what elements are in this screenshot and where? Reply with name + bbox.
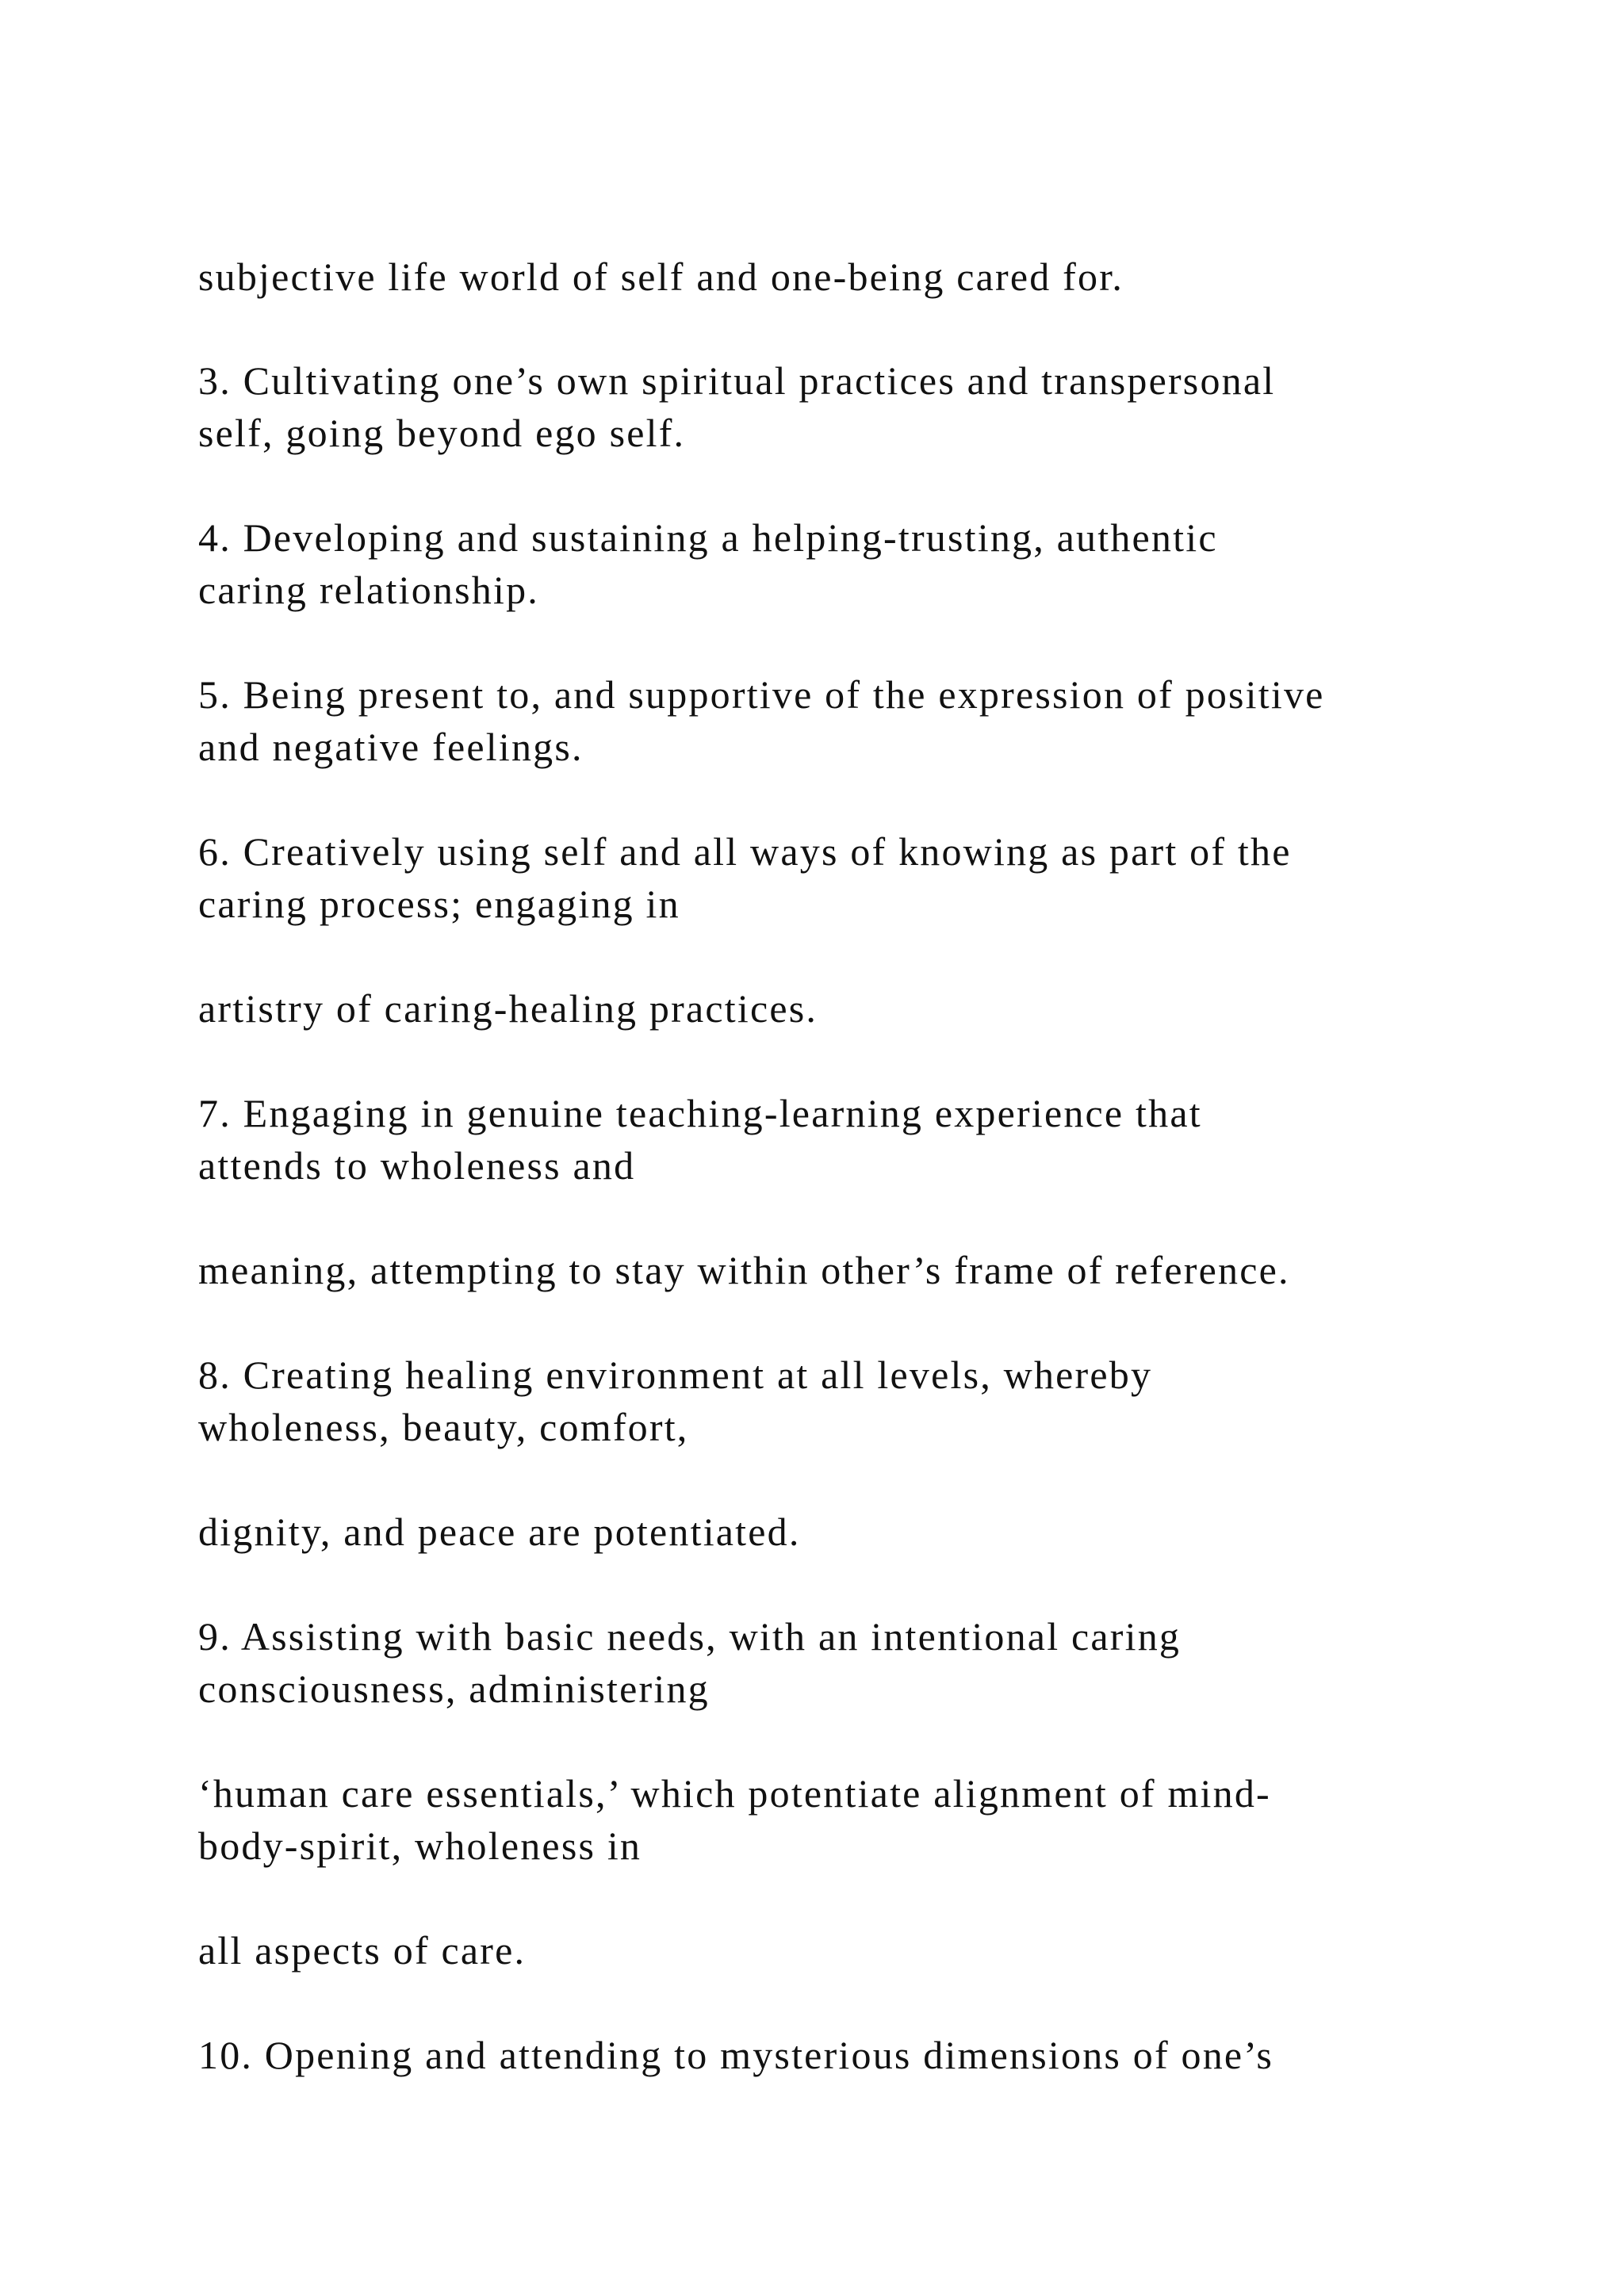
text-line: attends to wholeness and	[198, 1143, 636, 1188]
text-line: 9. Assisting with basic needs, with an intentional caring	[198, 1614, 1182, 1659]
text-line: all aspects of care.	[198, 1928, 527, 1973]
paragraph-item-9	[198, 1610, 1507, 1715]
text-line: caring process; engaging in	[198, 882, 680, 926]
text-line: meaning, attempting to stay within other’s frame of reference.	[198, 1248, 1290, 1292]
paragraph-all-aspects	[198, 1924, 1507, 1976]
text-line: dignity, and peace are potentiated.	[198, 1510, 801, 1554]
paragraph-item-10	[198, 2029, 1507, 2081]
paragraph-item-5	[198, 668, 1507, 773]
text-line: consciousness, administering	[198, 1667, 710, 1711]
text-line: caring relationship.	[198, 568, 539, 612]
text-line: and negative feelings.	[198, 725, 584, 769]
paragraph-dignity	[198, 1506, 1507, 1558]
paragraph-subjective-life-world	[198, 251, 1507, 303]
text-line: body-spirit, wholeness in	[198, 1823, 642, 1868]
paragraph-item-7	[198, 1087, 1507, 1192]
paragraph-item-3	[198, 354, 1507, 459]
paragraph-item-6	[198, 825, 1507, 930]
text-line: 8. Creating healing environment at all levels, whereby	[198, 1353, 1153, 1397]
paragraph-artistry	[198, 982, 1507, 1035]
text-line: 5. Being present to, and supportive of the expression of positive	[198, 672, 1325, 717]
text-line: 6. Creatively using self and all ways of knowing as part of the	[198, 829, 1292, 874]
text-line: 10. Opening and attending to mysterious dimensions of one’s	[198, 2033, 1274, 2077]
text-line: self, going beyond ego self.	[198, 411, 686, 455]
text-line: ‘human care essentials,’ which potentiate alignment of mind-	[198, 1771, 1271, 1816]
text-line: wholeness, beauty, comfort,	[198, 1405, 689, 1449]
text-line: 4. Developing and sustaining a helping-trusting, authentic	[198, 515, 1218, 560]
paragraph-item-8	[198, 1349, 1507, 1453]
paragraph-meaning	[198, 1244, 1507, 1296]
paragraph-item-4	[198, 511, 1507, 616]
text-line: subjective life world of self and one-being cared for.	[198, 254, 1124, 299]
text-line: 7. Engaging in genuine teaching-learning experience that	[198, 1091, 1202, 1135]
text-line: artistry of caring-healing practices.	[198, 986, 818, 1031]
text-line: 3. Cultivating one’s own spiritual practices and transpersonal	[198, 358, 1276, 403]
paragraph-human-care-essentials	[198, 1767, 1507, 1872]
